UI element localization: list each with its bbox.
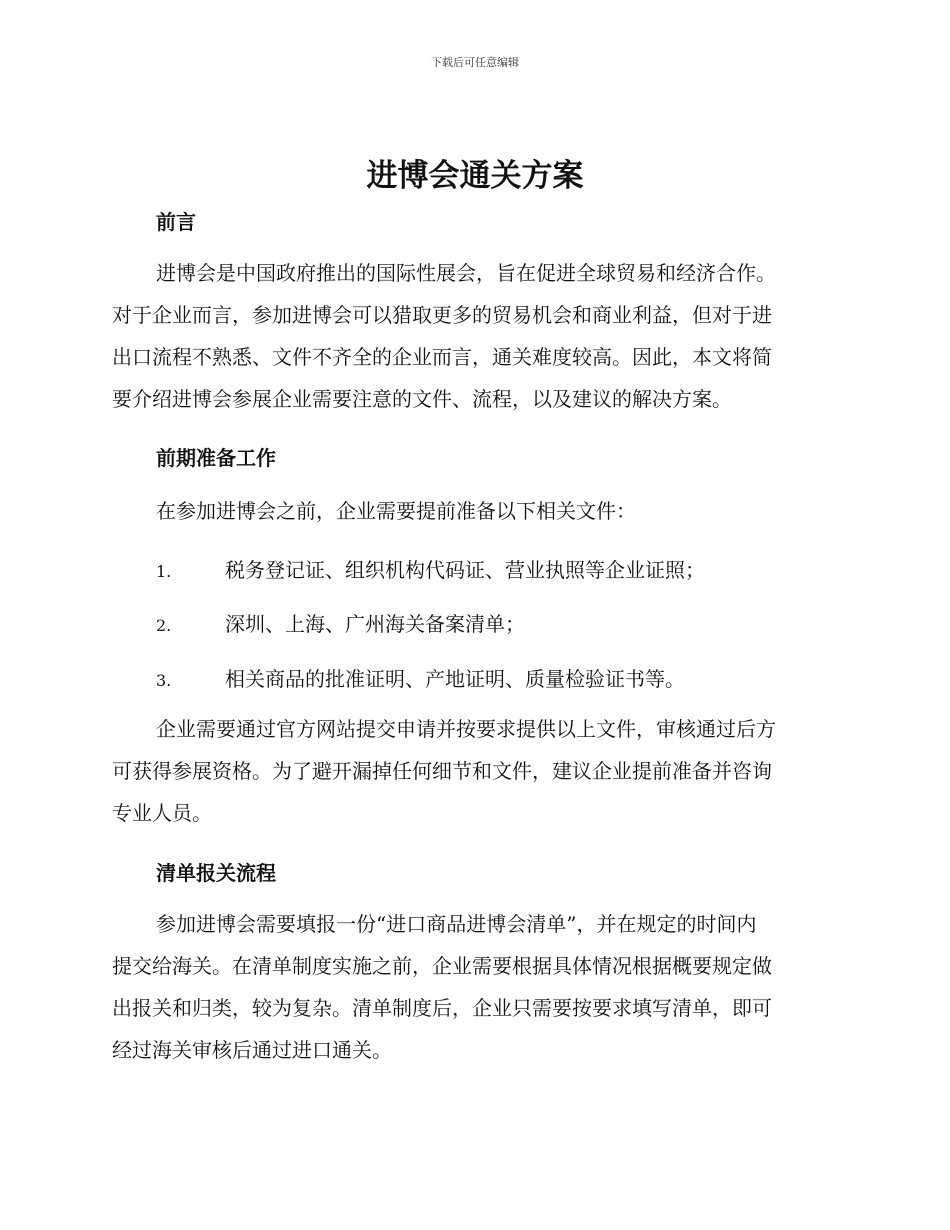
list-item [156, 663, 685, 692]
heading-prep: 前期准备工作 [156, 446, 276, 470]
declare-paragraph [112, 903, 832, 1071]
text-line: 对于企业而言，参加进博会可以猎取更多的贸易机会和商业利益，但对于进 [112, 303, 772, 327]
text-line: 企业需要通过官方网站提交申请并按要求提供以上文件，审核通过后方 [156, 717, 776, 741]
list-number: 2. [156, 616, 172, 635]
intro-paragraph [112, 252, 832, 420]
list-text: 深圳、上海、广州海关备案清单； [225, 612, 525, 636]
header-note: 下载后可任意编辑 [431, 56, 519, 69]
text-line: 出报关和归类，较为复杂。清单制度后，企业只需要按要求填写清单，即可 [112, 996, 772, 1020]
text-line: 要介绍进博会参展企业需要注意的文件、流程，以及建议的解决方案。 [112, 387, 732, 411]
text-line: 提交给海关。在清单制度实施之前，企业需要根据具体情况根据概要规定做 [112, 954, 772, 978]
text-line: 进博会是中国政府推出的国际性展会，旨在促进全球贸易和经济合作。 [156, 261, 776, 285]
page-title: 进博会通关方案 [366, 158, 584, 194]
heading-declare: 清单报关流程 [156, 861, 276, 885]
list-number: 1. [156, 562, 172, 581]
text-line: 专业人员。 [112, 801, 212, 825]
text-line: 出口流程不熟悉、文件不齐全的企业而言，通关难度较高。因此，本文将简 [112, 345, 772, 369]
text-line: 在参加进博会之前，企业需要提前准备以下相关文件： [156, 499, 636, 523]
list-item [156, 554, 705, 583]
list-text: 税务登记证、组织机构代码证、营业执照等企业证照； [225, 558, 705, 582]
text-line: 可获得参展资格。为了避开漏掉任何细节和文件，建议企业提前准备并咨询 [112, 759, 772, 783]
heading-intro: 前言 [156, 210, 196, 234]
prep-after-paragraph [112, 708, 832, 834]
text-line: 参加进博会需要填报一份“进口商品进博会清单”，并在规定的时间内 [156, 912, 757, 936]
prep-lead-paragraph [112, 490, 832, 532]
list-text: 相关商品的批准证明、产地证明、质量检验证书等。 [225, 667, 685, 691]
text-line: 经过海关审核后通过进口通关。 [112, 1038, 392, 1062]
list-item [156, 608, 525, 637]
list-number: 3. [156, 671, 172, 690]
